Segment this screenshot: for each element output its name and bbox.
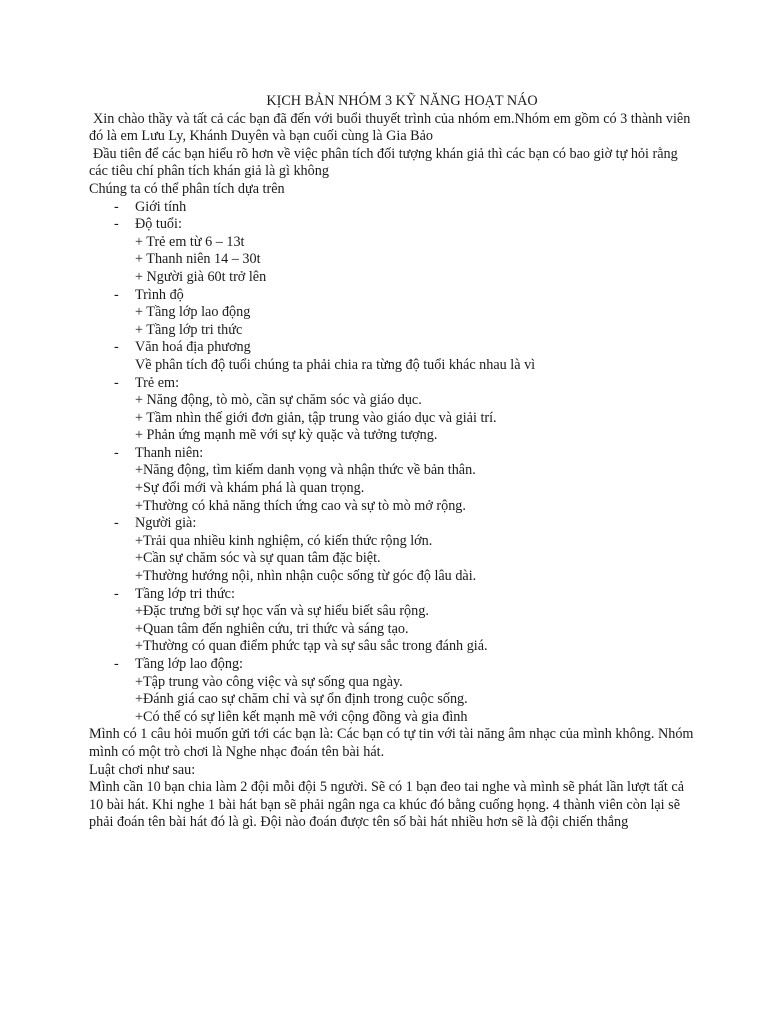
criteria-detail-line: + Trẻ em từ 6 – 13t	[135, 233, 245, 250]
criteria-detail-line: +Có thể có sự liên kết mạnh mẽ với cộng đồng và gia đình	[135, 708, 468, 725]
criteria-detail-line: +Đánh giá cao sự chăm chỉ và sự ổn định trong cuộc sống.	[135, 691, 468, 708]
criteria-detail-line: + Tầm nhìn thế giới đơn giản, tập trung vào giáo dục và giải trí.	[135, 409, 497, 426]
criteria-detail-line: + Phản ứng mạnh mẽ với sự kỳ quặc và tưởng tượng.	[135, 427, 438, 444]
criteria-label: Tầng lớp tri thức:	[135, 585, 235, 602]
criteria-label: Độ tuổi:	[135, 216, 182, 233]
bullet-dash: -	[114, 216, 119, 233]
criteria-label: Người già:	[135, 515, 197, 532]
outro-question-paragraph: Mình có 1 câu hỏi muốn gửi tới các bạn là: Các bạn có tự tin với tài năng âm nhạc của mình không. Nhóm mình có một trò chơi là Nghe nhạc đoán tên bài hát.	[89, 726, 694, 760]
criteria-detail-line: +Sự đổi mới và khám phá là quan trọng.	[135, 480, 365, 497]
criteria-detail-line: +Đặc trưng bởi sự học vấn và sự hiểu biết sâu rộng.	[135, 603, 429, 620]
criteria-detail-line: +Trải qua nhiều kinh nghiệm, có kiến thức rộng lớn.	[135, 532, 433, 549]
bullet-dash: -	[114, 374, 119, 391]
criteria-list-item	[89, 199, 695, 217]
criteria-detail-line: +Cần sự chăm sóc và sự quan tâm đặc biệt.	[135, 550, 381, 567]
intro-question-paragraph: Đầu tiên để các bạn hiểu rõ hơn về việc phân tích đối tượng khán giả thì các bạn có bao giờ tự hỏi rằng các tiêu chí phân tích khán giả là gì không	[89, 145, 678, 180]
game-rules-paragraph: Mình cần 10 bạn chia làm 2 đội mỗi đội 5 người. Sẽ có 1 bạn đeo tai nghe và mình sẽ phát lần lượt tất cả 10 bài hát. Khi nghe 1 bài hát bạn sẽ phải ngân nga ca khúc đó bằng cuống họng. 4 thành viên còn lại sẽ phải đoán tên bài hát đó là gì. Đội nào đoán được tên số bài hát nhiều hơn sẽ là đội chiến thắng	[89, 779, 684, 831]
criteria-label: Văn hoá địa phương	[135, 339, 251, 356]
criteria-detail-line: + Tầng lớp tri thức	[135, 321, 243, 338]
criteria-detail-line: + Tầng lớp lao động	[135, 304, 251, 321]
criteria-label: Trình độ	[135, 286, 184, 303]
criteria-label: Thanh niên:	[135, 444, 204, 461]
criteria-detail-line: + Thanh niên 14 – 30t	[135, 251, 261, 268]
criteria-list-item	[89, 287, 695, 340]
bullet-dash: -	[114, 656, 119, 672]
criteria-list-item	[89, 216, 695, 286]
criteria-detail-line: +Thường hướng nội, nhìn nhận cuộc sống từ góc độ lâu dài.	[135, 568, 477, 585]
criteria-list-item	[89, 445, 695, 515]
criteria-detail-line: Về phân tích độ tuổi chúng ta phải chia ra từng độ tuổi khác nhau là vì	[135, 356, 536, 373]
criteria-list-item	[89, 339, 695, 374]
criteria-list	[89, 199, 695, 727]
bullet-dash: -	[114, 286, 119, 303]
bullet-dash: -	[114, 515, 119, 532]
bullet-dash: -	[114, 198, 119, 215]
criteria-detail-line: +Năng động, tìm kiếm danh vọng và nhận thức về bản thân.	[135, 462, 476, 479]
criteria-list-item	[89, 586, 695, 656]
criteria-detail-line: +Thường có khả năng thích ứng cao và sự tò mò mở rộng.	[135, 497, 466, 514]
criteria-label: Trẻ em:	[135, 374, 180, 391]
criteria-detail-line: +Quan tâm đến nghiên cứu, tri thức và sáng tạo.	[135, 620, 409, 637]
document-body	[89, 93, 695, 832]
bullet-dash: -	[114, 585, 119, 602]
intro-lead-paragraph: Chúng ta có thể phân tích dựa trên	[89, 180, 285, 197]
criteria-list-item	[89, 515, 695, 585]
criteria-detail-line: + Người già 60t trở lên	[135, 268, 267, 285]
intro-greeting-paragraph: Xin chào thầy và tất cả các bạn đã đến với buổi thuyết trình của nhóm em.Nhóm em gồm có 3 thành viên đó là em Lưu Ly, Khánh Duyên và bạn cuối cùng là Gia Bảo	[89, 110, 691, 145]
criteria-detail-line: +Thường có quan điểm phức tạp và sự sâu sắc trong đánh giá.	[135, 638, 488, 655]
bullet-dash: -	[114, 339, 119, 356]
bullet-dash: -	[114, 444, 119, 461]
criteria-detail-line: +Tập trung vào công việc và sự sống qua ngày.	[135, 673, 403, 690]
game-rules-heading: Luật chơi như sau:	[89, 761, 196, 778]
criteria-detail-line: + Năng động, tò mò, cần sự chăm sóc và giáo dục.	[135, 392, 422, 409]
criteria-list-item	[89, 656, 695, 726]
criteria-label: Tầng lớp lao động:	[135, 656, 243, 672]
document-title: KỊCH BẢN NHÓM 3 KỸ NĂNG HOẠT NÁO	[266, 93, 538, 109]
criteria-list-item	[89, 375, 695, 445]
criteria-label: Giới tính	[135, 198, 187, 215]
